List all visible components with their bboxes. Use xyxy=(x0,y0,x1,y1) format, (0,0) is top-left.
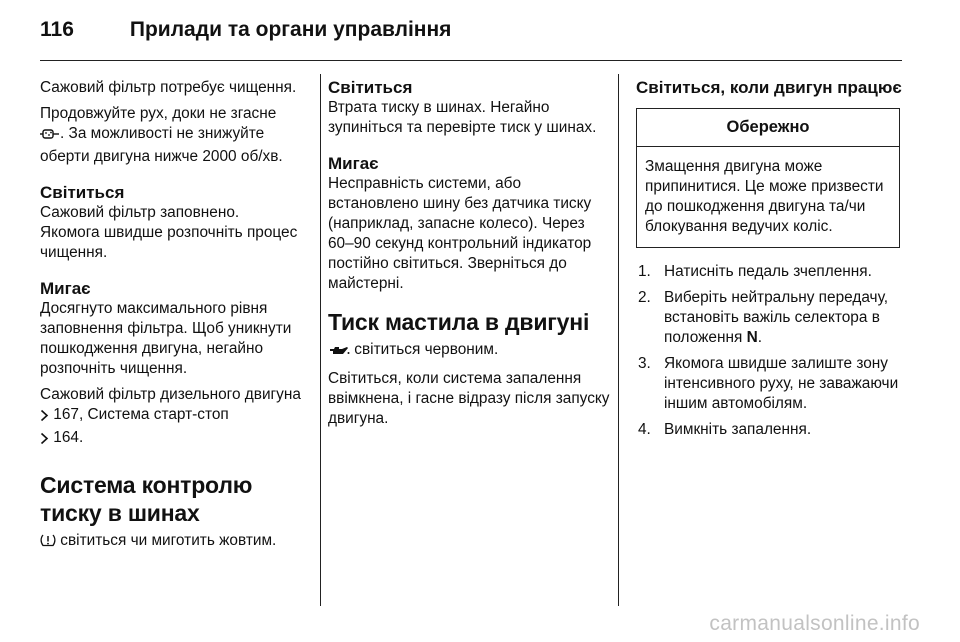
paragraph: Сажовий фільтр заповнено. xyxy=(40,204,240,221)
paragraph: світиться червоним. xyxy=(328,340,610,363)
paragraph: Досягнуто максимального рівня заповнення фільтра. Щоб уникнути пошкодження двигуна, негайно розпочніть чищення. xyxy=(40,300,292,377)
warning-text: Змащення двигуна може припинитися. Це може призвести до пошкодження двигуна та/чи блокування ведучих коліс. xyxy=(645,158,884,235)
page-title: Прилади та органи управління xyxy=(129,18,452,41)
soot-filter-icon xyxy=(40,127,60,147)
list-item: 1. Натисніть педаль зчеплення. xyxy=(638,263,872,280)
page-header xyxy=(40,18,900,42)
tire-pressure-icon xyxy=(40,533,56,554)
watermark: carmanualsonline.info xyxy=(709,612,920,635)
page-reference-icon[interactable] xyxy=(40,408,49,428)
list-item: 3. Якомога швидше залиште зону інтенсивного руху, не заважаючи іншим автомобілям. xyxy=(638,355,899,412)
paragraph: Світиться, коли система запалення ввімкнена, і гасне відразу після запуску двигуна. xyxy=(328,370,610,427)
paragraph: світиться чи миготить жовтим. xyxy=(40,531,312,554)
column-divider-1 xyxy=(320,74,321,606)
page-reference-icon[interactable] xyxy=(40,431,49,451)
paragraph: Сажовий фільтр потребує чищення. xyxy=(40,79,297,96)
list-item: 2. Виберіть нейтральну передачу, встановіть важіль селектора в положення N. xyxy=(638,289,889,346)
subheading: Мигає xyxy=(328,154,379,173)
paragraph: Продовжуйте рух, доки не згасне . За можливості не знижуйте оберти двигуна нижче 2000 об/хв. xyxy=(40,105,283,165)
warning-box xyxy=(636,108,900,248)
subheading: Мигає xyxy=(40,279,91,298)
paragraph: Несправність системи, або встановлено шину без датчика тиску (наприклад, запасне колесо). Через 60–90 секунд контрольний індикатор постійно світиться. Зверніться до майстерні. xyxy=(328,175,592,292)
paragraph: Втрата тиску в шинах. Негайно зупиніться та перевірте тиск у шинах. xyxy=(328,99,597,136)
oil-can-icon xyxy=(328,343,350,363)
paragraph: Якомога швидше розпочніть процес чищення. xyxy=(40,224,298,261)
header-divider xyxy=(40,60,902,61)
subheading: Світиться xyxy=(328,78,413,97)
column-1 xyxy=(40,78,312,560)
warning-title: Обережно xyxy=(637,109,899,147)
section-heading: Тиск мастила в двигуні xyxy=(328,309,590,335)
column-3 xyxy=(636,78,906,446)
list-item: 4. Вимкніть запалення. xyxy=(638,421,812,438)
section-heading: Система контролю тиску в шинах xyxy=(40,472,253,526)
subheading: Світиться, коли двигун працює xyxy=(636,78,902,97)
column-2 xyxy=(328,78,610,435)
steps-list xyxy=(636,262,906,440)
page-number: 116 xyxy=(40,18,74,41)
subheading: Світиться xyxy=(40,183,125,202)
column-divider-2 xyxy=(618,74,619,606)
paragraph: Сажовий фільтр дизельного двигуна 167, Система старт-стоп 164. xyxy=(40,385,312,451)
